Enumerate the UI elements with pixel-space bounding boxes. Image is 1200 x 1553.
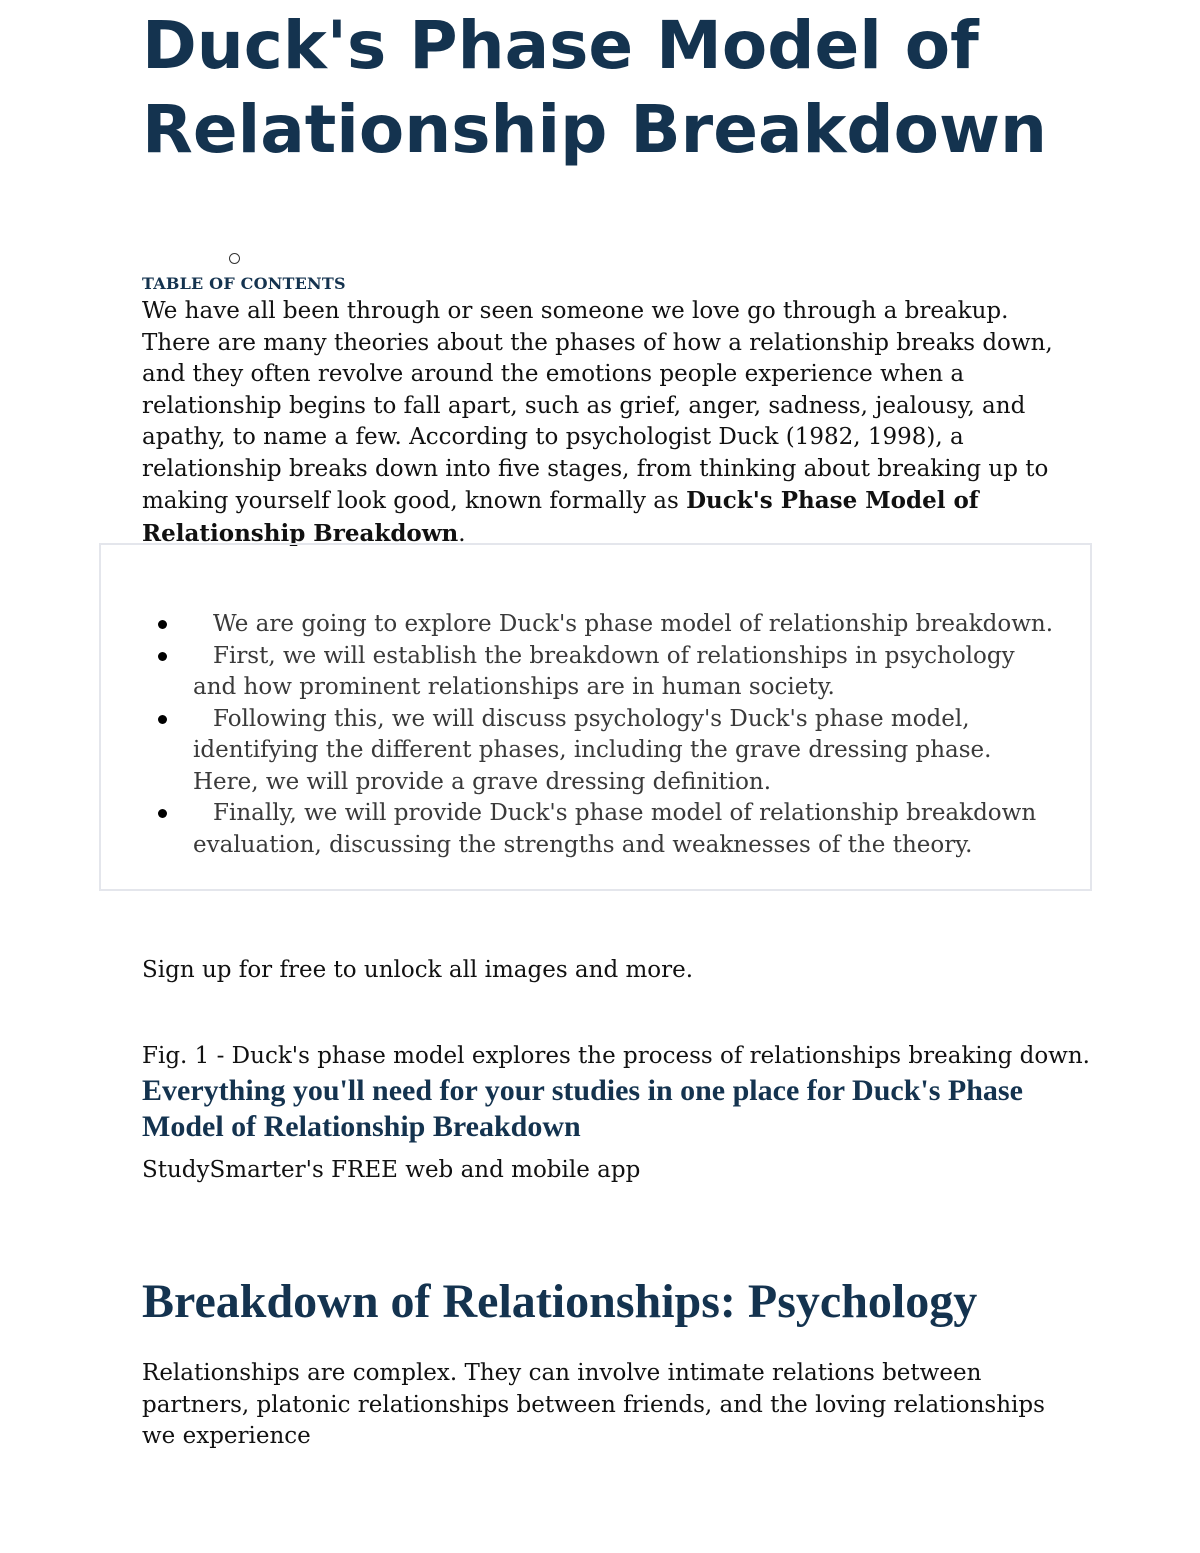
bullet-icon	[158, 809, 167, 818]
summary-list	[101, 609, 1094, 861]
bullet-icon	[158, 652, 167, 661]
bullet-icon	[158, 620, 167, 629]
figure-caption: Fig. 1 - Duck's phase model explores the process of relationships breaking down.	[142, 1043, 1090, 1069]
summary-item	[101, 641, 1094, 704]
intro-paragraph	[142, 296, 1062, 550]
intro-text: We have all been through or seen someone we love go through a breakup. There are many theories about the phases of how a relationship breaks down, and they often revolve around the emotions people experience when a relationship begins to fall apart, such as grief, anger, sadness, jealousy, and apathy, to name a few. According to psychologist Duck (1982, 1998), a relationship breaks down into five stages, from thinking about breaking up to making yourself look good, known formally as	[142, 298, 1053, 514]
toc-circle-icon	[229, 253, 240, 264]
summary-item	[101, 704, 1094, 799]
promo-subtext: StudySmarter's FREE web and mobile app	[142, 1157, 641, 1183]
page-title: Duck's Phase Model of Relationship Breakdown	[142, 7, 1047, 168]
summary-item-text: First, we will establish the breakdown of relationships in psychology and how prominent relationships are in human society.	[193, 642, 1015, 700]
section-paragraph: Relationships are complex. They can involve intimate relations between partners, platonic relationships between friends, and the loving relationships we experience	[142, 1360, 1045, 1449]
summary-item	[101, 798, 1094, 861]
summary-item	[101, 609, 1094, 641]
section-heading: Breakdown of Relationships: Psychology	[142, 1275, 978, 1328]
summary-box	[99, 543, 1092, 891]
signup-link[interactable]: Sign up for free to unlock all images and more.	[142, 957, 694, 983]
summary-item-text: We are going to explore Duck's phase model of relationship breakdown.	[213, 611, 1054, 637]
promo-heading: Everything you'll need for your studies in one place for Duck's Phase Model of Relationship Breakdown	[142, 1074, 1023, 1143]
intro-end: .	[458, 520, 466, 547]
table-of-contents-link[interactable]: TABLE OF CONTENTS	[142, 274, 346, 293]
summary-item-text: Finally, we will provide Duck's phase model of relationship breakdown evaluation, discussing the strengths and weaknesses of the theory.	[193, 800, 1037, 858]
summary-item-text: Following this, we will discuss psychology's Duck's phase model, identifying the different phases, including the grave dressing phase. Here, we will provide a grave dressing definition.	[193, 705, 992, 795]
intro-bold-term: Duck's Phase Model of Relationship Breakdown	[142, 487, 979, 547]
bullet-icon	[158, 715, 167, 724]
